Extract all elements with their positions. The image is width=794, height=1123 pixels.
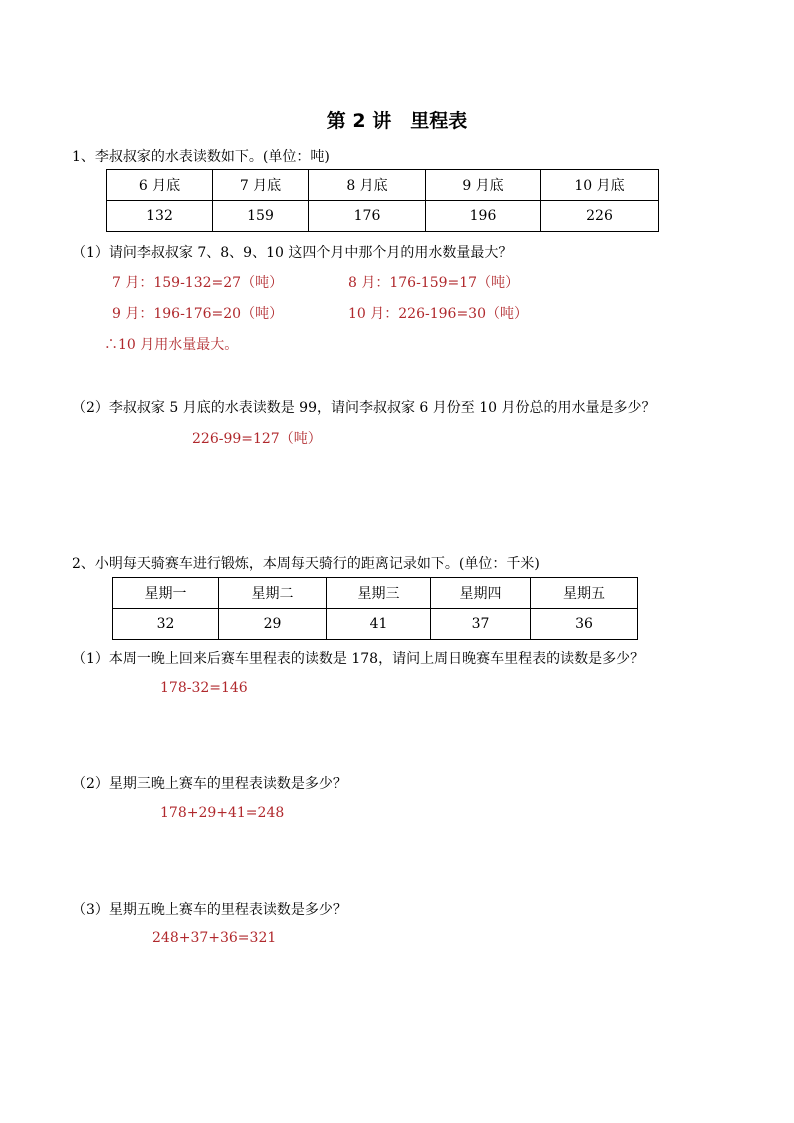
q2-value-cell: 41 [327, 609, 431, 640]
q1-value-cell: 132 [107, 201, 213, 232]
q1-header-cell: 7 月底 [213, 170, 309, 201]
q2-sub3-answer: 248+37+36=321 [152, 930, 277, 946]
q1-answer-august: 8 月：176-159=17（吨） [348, 275, 520, 291]
q1-value-cell: 196 [426, 201, 541, 232]
q2-table-value-row [113, 609, 638, 640]
q1-header-cell: 9 月底 [426, 170, 541, 201]
q1-table-header-row [107, 170, 659, 201]
q2-value-cell: 36 [531, 609, 638, 640]
q2-sub2-answer: 178+29+41=248 [160, 805, 285, 821]
q2-value-cell: 29 [219, 609, 327, 640]
q2-header-cell: 星期三 [327, 578, 431, 609]
q1-sub2-answer: 226-99=127（吨） [192, 431, 322, 447]
q2-header-cell: 星期二 [219, 578, 327, 609]
q2-header-cell: 星期一 [113, 578, 219, 609]
q1-header-cell: 6 月底 [107, 170, 213, 201]
q1-value-cell: 176 [309, 201, 426, 232]
q1-table-value-row [107, 201, 659, 232]
q2-header-cell: 星期五 [531, 578, 638, 609]
q2-prompt: 2、小明每天骑赛车进行锻炼，本周每天骑行的距离记录如下。(单位：千米) [72, 556, 540, 572]
q2-value-cell: 32 [113, 609, 219, 640]
q2-value-cell: 37 [431, 609, 531, 640]
q2-table-header-row [113, 578, 638, 609]
q2-sub2-question: （2）星期三晚上赛车的里程表读数是多少？ [72, 776, 347, 792]
q1-value-cell: 226 [541, 201, 659, 232]
q2-table [112, 577, 638, 640]
q1-header-cell: 8 月底 [309, 170, 426, 201]
q2-sub1-answer: 178-32=146 [160, 680, 248, 696]
q1-value-cell: 159 [213, 201, 309, 232]
page-title: 第 2 讲 里程表 [326, 110, 468, 132]
q1-header-cell: 10 月底 [541, 170, 659, 201]
q1-conclusion: ∴10 月用水量最大。 [104, 337, 239, 353]
q1-answer-july: 7 月：159-132=27（吨） [112, 275, 284, 291]
q1-answer-october: 10 月：226-196=30（吨） [348, 306, 528, 322]
q1-answer-september: 9 月：196-176=20（吨） [112, 306, 284, 322]
q2-sub3-question: （3）星期五晚上赛车的里程表读数是多少？ [72, 902, 347, 918]
q1-prompt: 1、李叔叔家的水表读数如下。(单位：吨) [72, 149, 330, 165]
q1-sub1-question: （1）请问李叔叔家 7、8、9、10 这四个月中那个月的用水数量最大？ [72, 245, 513, 261]
q2-header-cell: 星期四 [431, 578, 531, 609]
q1-table [106, 169, 659, 232]
q2-sub1-question: （1）本周一晚上回来后赛车里程表的读数是 178，请问上周日晚赛车里程表的读数是多少？ [72, 651, 645, 667]
q1-sub2-question: （2）李叔叔家 5 月底的水表读数是 99，请问李叔叔家 6 月份至 10 月份总的用水量是多少？ [72, 400, 656, 416]
